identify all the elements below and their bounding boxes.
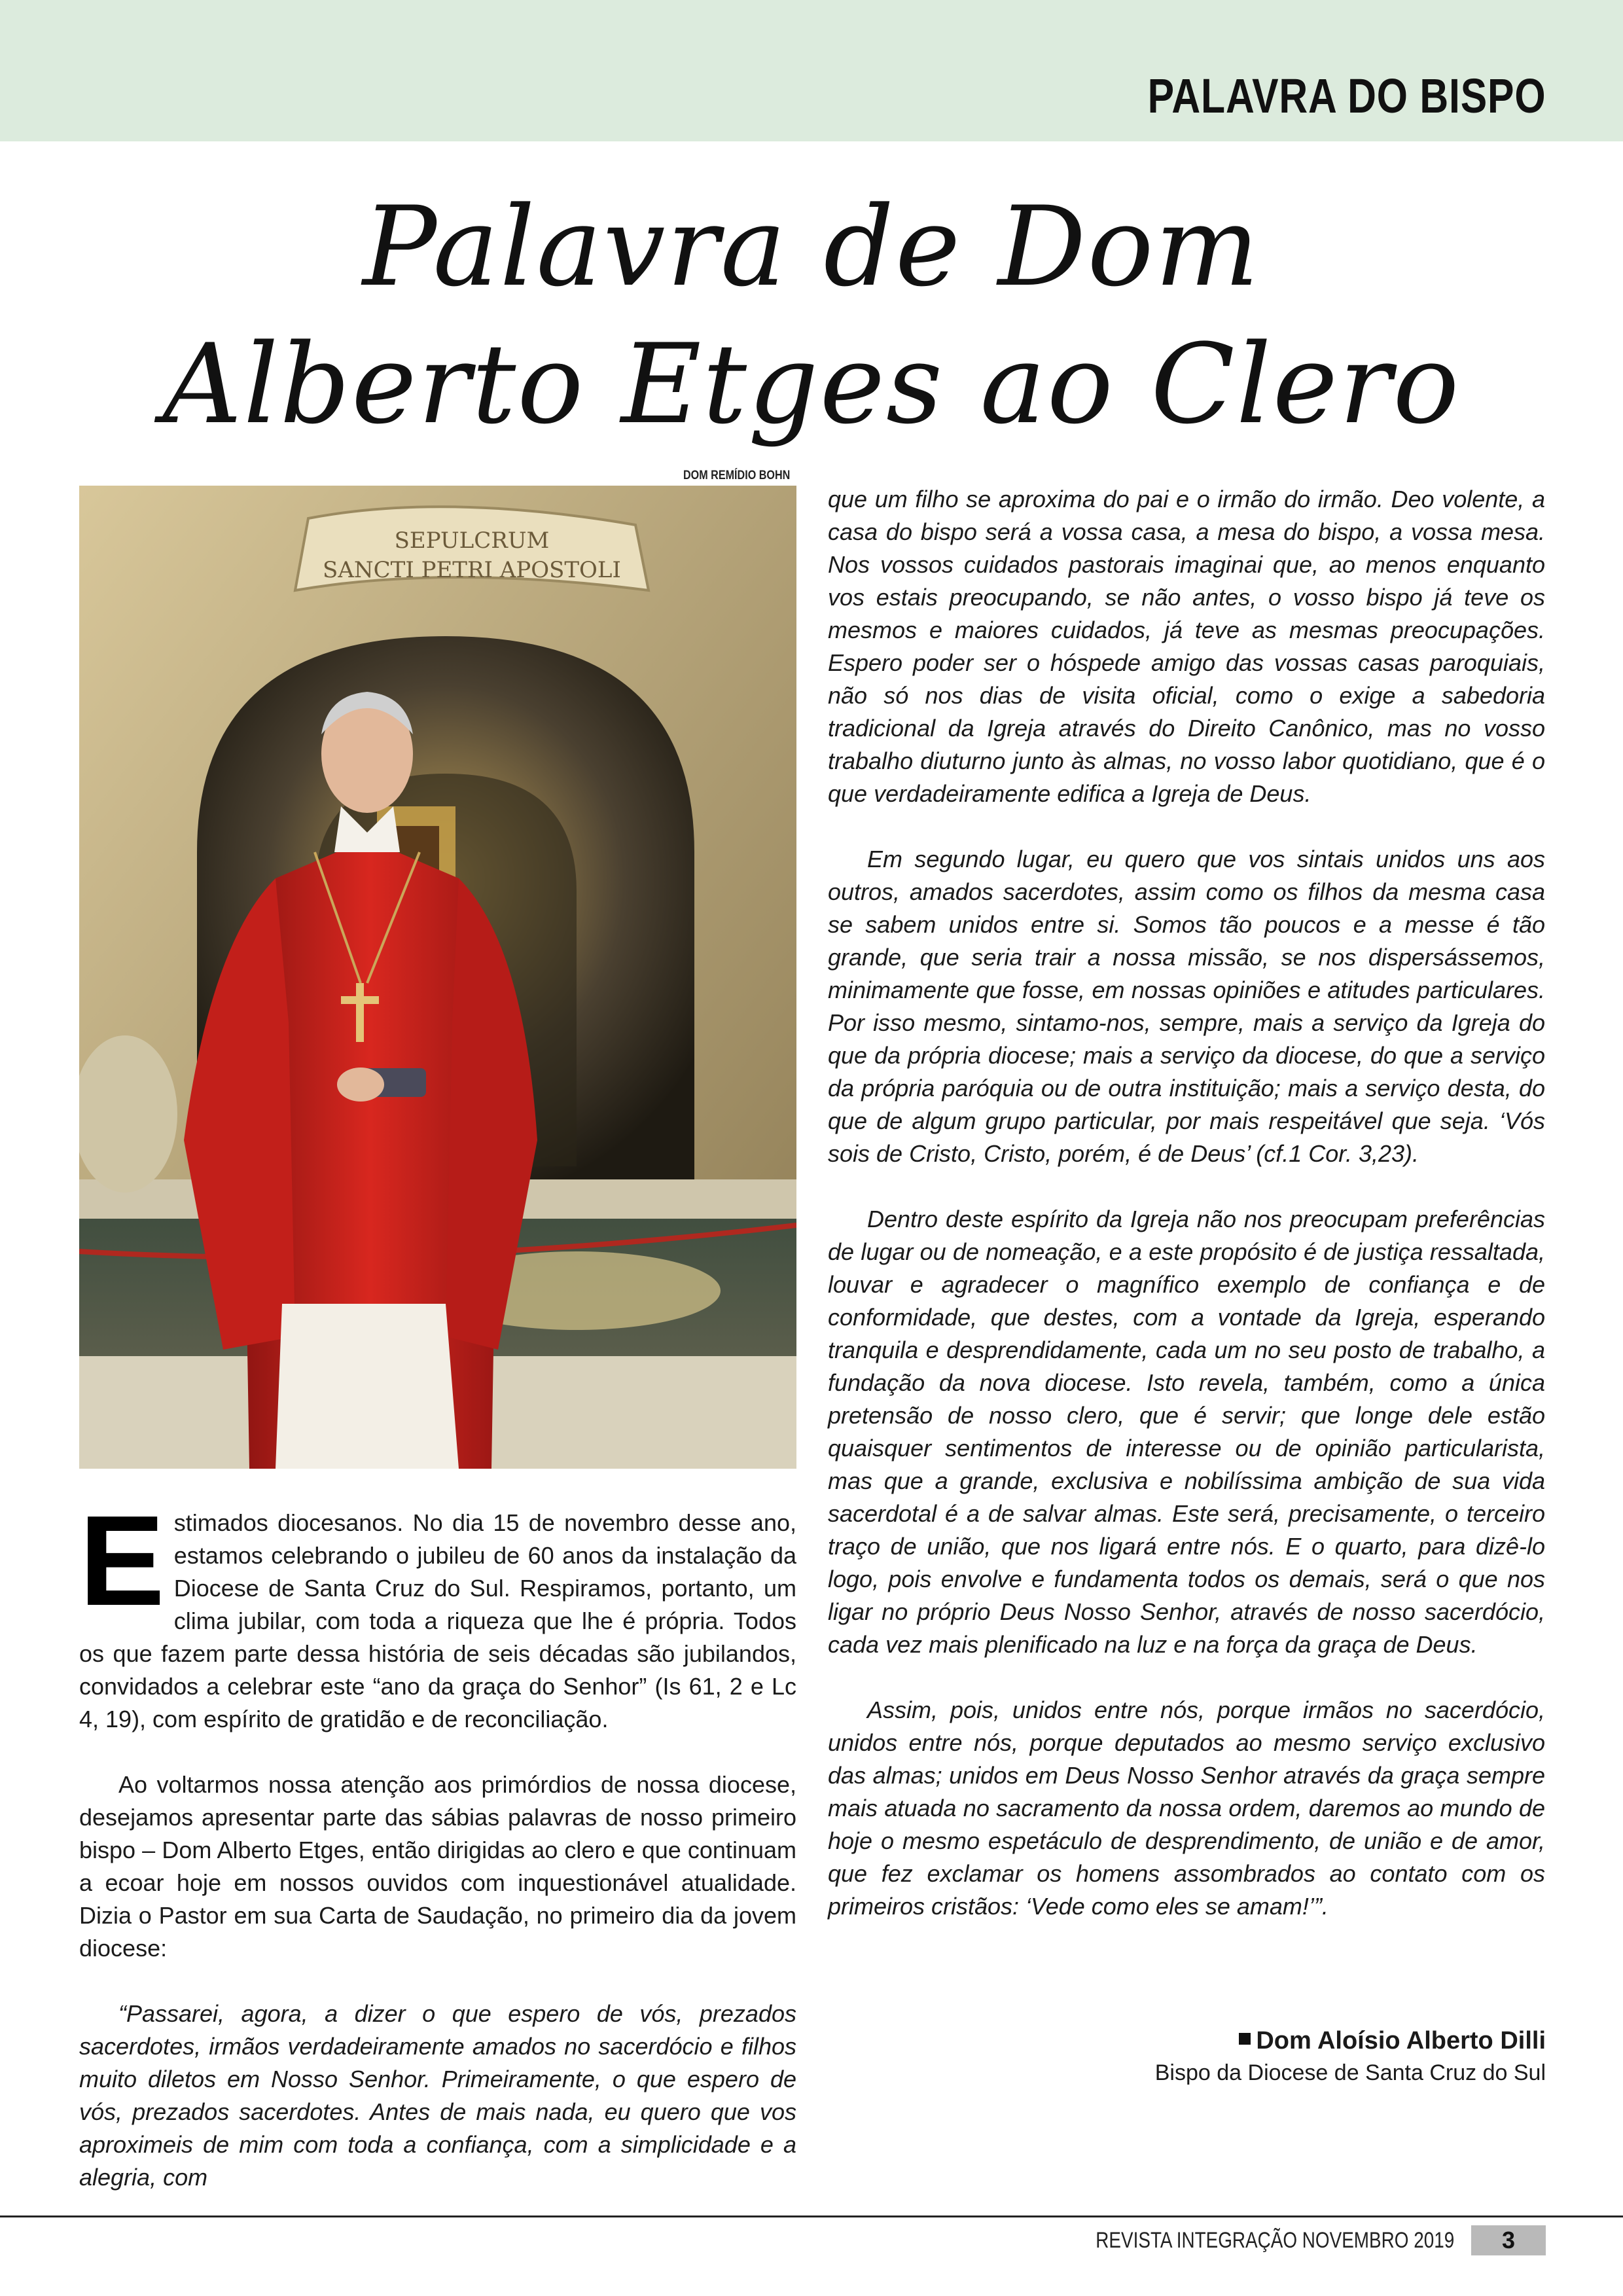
paragraph-quote: “Passarei, agora, a dizer o que espero de vós, prezados sacerdotes, irmãos verdadeiramente amados no sacerdócio e filhos muito diletos em Nosso Senhor. Primeiramente, o que espero de vós, prezados sacerdotes. Antes de mais nada, eu quero que vos aproximeis de mim com toda a confiança, com a simplicidade e a alegria, com bbox=[79, 2000, 796, 2191]
paragraph: Ao voltarmos nossa atenção aos primórdios de nossa diocese, desejamos apresentar parte das sábias palavras de nosso primeiro bispo – Dom Alberto Etges, então dirigidas ao clero e que continuam a ecoar hoje em nossos ouvidos com inquestionável atualidade. Dizia o Pastor em sua Carta de Saudação, no primeiro dia da jovem diocese: bbox=[79, 1771, 796, 1962]
paragraph-intro: Estimados diocesanos. No dia 15 de novembro desse ano, estamos celebrando o jubileu de 60 anos da instalação da Diocese de Santa Cruz do Sul. Respiramos, portanto, um clima jubilar, com toda a riqueza que lhe é própria. Todos os que fazem parte dessa história de seis décadas são jubilandos, convidados a celebrar este “ano da graça do Senhor” (Is 61, 2 e Lc 4, 19), com espírito de gratidão e de reconciliação. bbox=[79, 1489, 796, 1732]
signature-role: Bispo da Diocese de Santa Cruz do Sul bbox=[1154, 2060, 1546, 2085]
article-column-right bbox=[828, 483, 1545, 1956]
bishop-photo bbox=[79, 486, 796, 1469]
banner-text-2: SANCTI PETRI APOSTOLI bbox=[323, 557, 621, 583]
page-number: 3 bbox=[1471, 2225, 1546, 2255]
signature-name: Dom Aloísio Alberto Dilli bbox=[1155, 2024, 1546, 2058]
section-label: PALAVRA DO BISPO bbox=[1147, 69, 1546, 123]
bullet-square-icon bbox=[1239, 2033, 1251, 2045]
paragraph-quote: que um filho se aproxima do pai e o irmão do irmão. Deo volente, a casa do bispo será a vossa casa, a mesa do bispo, a vossa mesa. Nos vossos cuidados pastorais imaginai que, ao menos enquanto vos estais preocupando, se não antes, o vosso bispo já teve os mesmos e maiores cuidados, já teve as mesmas preocupações. Espero poder ser o hóspede amigo das vossas casas paroquiais, não só nos dias de visita oficial, como o exige a sabedoria tradicional da Igreja através do Direito Canônico, mas no vosso trabalho diuturno junto às almas, no vosso labor quotidiano, que é o que verdadeiramente edifica a Igreja de Deus. bbox=[828, 486, 1545, 807]
article-title-line-2: Alberto Etges ao Clero bbox=[162, 320, 1461, 448]
drop-cap: E bbox=[79, 1489, 165, 1632]
article-title bbox=[0, 178, 1623, 453]
banner-text-1: SEPULCRUM bbox=[394, 528, 550, 554]
signature-block bbox=[1155, 2024, 1546, 2088]
article-title-line-1: Palavra de Dom bbox=[363, 183, 1260, 311]
paragraph-quote: Assim, pois, unidos entre nós, porque irmãos no sacerdócio, unidos entre nós, porque deputados ao mesmo serviço exclusivo das almas; unidos em Deus Nosso Senhor através da graça sempre mais atuada no sacramento da nossa ordem, daremos ao mundo de hoje o mesmo espetáculo de desprendimento, de união e de amor, que fez exclamar os homens assombrados ao contato com os primeiros cristãos: ‘Vede como eles se amam!’”. bbox=[828, 1696, 1545, 1920]
article-column-left bbox=[79, 1489, 796, 2227]
paragraph-quote: Dentro deste espírito da Igreja não nos preocupam preferências de lugar ou de nomeação, e a este propósito é de justiça ressaltada, louvar e agradecer o magnífico exemplo de confiança e de conformidade, que destes, com a vontade da Igreja, esperando tranquila e desprendidamente, cada um no seu posto de trabalho, a fundação da nova diocese. Isto revela, também, como a única pretensão de nosso clero, que é servir; que longe dele estão quaisquer sentimentos de interesse ou de opinião particularista, mas que a grande, exclusiva e nobilíssima ambição de sua vida sacerdotal é a de salvar almas. Este será, precisamente, o terceiro traço de união, que nos ligará entre nós. E o quarto, para dizê-lo logo, pois envolve e fundamenta todos os demais, será o que nos ligar no próprio Deus Nosso Senhor, através de nosso sacerdócio, cada vez mais plenificado na luz e na força da graça de Deus. bbox=[828, 1206, 1545, 1658]
photo-credit: DOM REMÍDIO BOHN bbox=[683, 469, 791, 482]
paragraph-quote: Em segundo lugar, eu quero que vos sintais unidos uns aos outros, amados sacerdotes, assim como os filhos da mesma casa se sabem unidos entre si. Somos tão poucos e a messe é tão grande, que seria trair a nossa missão, se nos dispersássemos, minimamente que fosse, em nossas opiniões e atitudes particulares. Por isso mesmo, sintamo-nos, sempre, mais a serviço da Igreja do que da própria diocese; mais a serviço da diocese, do que a serviço da própria paróquia ou de outra instituição; mais a serviço desta, do que de algum grupo particular, por mais respeitável que seja. ‘Vós sois de Cristo, Cristo, porém, é de Deus’ (cf.1 Cor. 3,23). bbox=[828, 846, 1545, 1167]
footer-publication: REVISTA INTEGRAÇÃO NOVEMBRO 2019 bbox=[1096, 2228, 1454, 2253]
footer-divider bbox=[0, 2215, 1623, 2217]
